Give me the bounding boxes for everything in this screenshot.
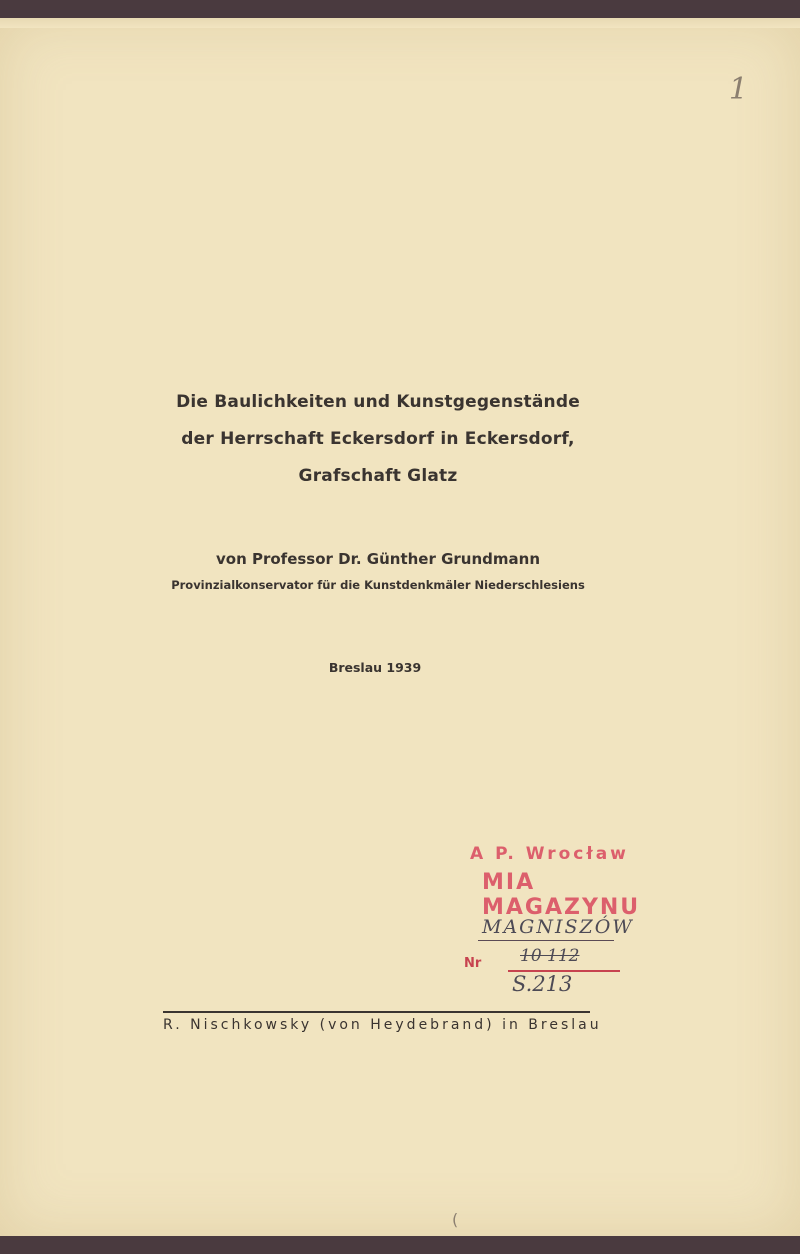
handwritten-number-struck: 10 112 <box>520 946 580 966</box>
folio-number: 1 <box>728 72 748 107</box>
page-top-edge <box>0 18 800 28</box>
publisher-line: R. Nischkowsky (von Heydebrand) in Breslau <box>163 1017 602 1033</box>
stamp-line-1: A P. Wrocław <box>470 844 629 864</box>
handwritten-location: MAGNISZÓW <box>482 916 634 938</box>
author-role: Provinzialkonservator für die Kunstdenkmäler Niederschlesiens <box>171 578 585 592</box>
title-block <box>0 384 756 495</box>
title-line-2: der Herrschaft Eckersdorf in Eckersdorf, <box>181 429 575 449</box>
publisher-rule <box>163 1011 590 1013</box>
title-line-3: Grafschaft Glatz <box>298 466 458 486</box>
stamp-number-prefix: Nr <box>464 956 482 971</box>
handwriting-underline <box>478 940 614 941</box>
handwritten-signature-number: S.213 <box>512 972 573 996</box>
place-year: Breslau 1939 <box>328 660 422 675</box>
archive-stamp <box>462 840 642 920</box>
stamp-line-2: MIA MAGAZYNU <box>482 870 641 920</box>
author-line: von Professor Dr. Günther Grundmann <box>215 550 541 568</box>
title-line-1: Die Baulichkeiten und Kunstgegenstände <box>176 392 580 412</box>
document-page <box>0 18 800 1236</box>
bottom-pencil-mark: ( <box>452 1210 459 1229</box>
